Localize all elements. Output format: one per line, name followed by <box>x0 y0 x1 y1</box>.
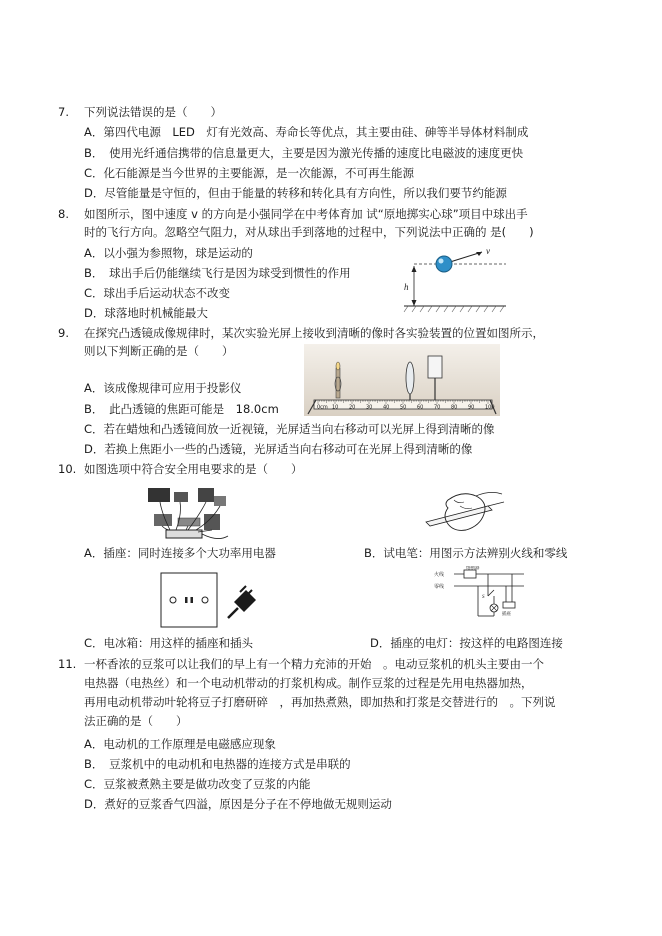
question-number: 11. <box>58 657 77 671</box>
socket-plate-shape <box>161 573 217 627</box>
ruler-tick-label: 90 <box>468 404 475 411</box>
test-pen-shape <box>426 506 492 526</box>
option-d: D．若换上焦距小一些的凸透镜，光屏适当向右移动可在光屏上得到清晰的像 <box>84 442 473 456</box>
optical-bench-figure <box>304 344 500 416</box>
neutral-wire-label: 零线 <box>434 584 445 590</box>
question-stem-line: 一杯香浓的豆浆可以让我们的早上有一个精力充沛的开始 。电动豆浆机的机头主要由一个 <box>84 657 544 671</box>
candle-shape <box>336 368 340 398</box>
switch-shape <box>488 590 494 596</box>
ruler-tick-label: 100 <box>485 404 495 411</box>
two-pin-plug-figure <box>226 580 266 620</box>
question-stem-line: 如图所示，图中速度 v 的方向是小强同学在中考体育加 试“原地掷实心球”项目中球出手 <box>84 207 528 221</box>
option-d-caption: D．插座的电灯：按这样的电路图连接 <box>370 636 563 650</box>
option-c-caption: C．电冰箱：用这样的插座和插头 <box>84 636 254 650</box>
option-c: C．化石能源是当今世界的主要能源，是一次能源，不可再生能源 <box>84 166 415 180</box>
height-label: h <box>404 282 409 292</box>
option-a-caption: A．插座：同时连接多个大功率用电器 <box>84 546 276 560</box>
option-b: B． 豆浆机中的电动机和电热器的连接方式是串联的 <box>84 757 351 771</box>
question-stem-line: 法正确的是（ ） <box>84 714 188 728</box>
ruler-tick-label: 10 <box>332 404 339 411</box>
option-a: A．以小强为参照物，球是运动的 <box>84 246 253 260</box>
option-d: D．煮好的豆浆香气四溢，原因是分子在不停地做无规则运动 <box>84 797 392 811</box>
option-c: C．豆浆被煮熟主要是做功改变了豆浆的内能 <box>84 777 311 791</box>
overloaded-socket-figure <box>140 484 232 546</box>
option-b-caption: B．试电笔：用图示方法辨别火线和零线 <box>364 546 568 560</box>
live-wire-label: 火线 <box>434 572 445 578</box>
fuse-shape <box>464 570 476 578</box>
question-stem-line: 则以下判断正确的是（ ） <box>84 344 234 358</box>
question-stem: 下列说法错误的是（ ） <box>84 105 222 119</box>
fuse-label: 熔断器 <box>466 566 480 571</box>
question-stem-line: 再用电动机带动叶轮将豆子打磨研碎 ，再加热煮熟，即加热和打浆是交替进行的 。下列说 <box>84 695 556 709</box>
two-pin-socket-figure <box>160 572 218 628</box>
ball-shape <box>436 256 452 272</box>
ruler-tick-label: 20 <box>349 404 356 411</box>
option-d: D．球落地时机械能最大 <box>84 306 208 320</box>
lamp-circuit-diagram <box>432 566 528 626</box>
option-a: A．该成像规律可应用于投影仪 <box>84 381 242 395</box>
question-number: 8. <box>58 207 69 221</box>
switch-label: S <box>482 595 485 600</box>
question-number: 7. <box>58 105 69 119</box>
ruler-tick-label: 60 <box>417 404 424 411</box>
socket-symbol-shape <box>503 602 515 608</box>
power-strip-shape <box>166 530 202 538</box>
ruler-tick-label: 30 <box>366 404 373 411</box>
option-b: B． 球出手后仍能继续飞行是因为球受到惯性的作用 <box>84 266 351 280</box>
question-stem-line: 电热器（电热丝）和一个电动机带动的打浆机构成。制作豆浆的过程是先用电热器加热， <box>84 676 533 690</box>
test-pen-figure <box>418 486 514 538</box>
socket-label: 插座 <box>502 612 511 617</box>
ruler-tick-label: 0cm <box>317 404 328 411</box>
option-c: C．球出手后运动状态不改变 <box>84 286 231 300</box>
convex-lens-shape <box>406 362 414 394</box>
ruler-tick-label: 80 <box>451 404 458 411</box>
ruler-tick-label: 70 <box>434 404 441 411</box>
option-a: A．电动机的工作原理是电磁感应现象 <box>84 737 276 751</box>
option-b: B． 此凸透镜的焦距可能是 18.0cm <box>84 402 279 416</box>
appliance-shape <box>148 488 170 502</box>
ruler-tick-label: 50 <box>400 404 407 411</box>
option-c: C．若在蜡烛和凸透镜间放一近视镜，光屏适当向右移动可以光屏上得到清晰的像 <box>84 422 495 436</box>
question-stem-line: 在探究凸透镜成像规律时，某次实验光屏上接收到清晰的像时各实验装置的位置如图所示， <box>84 326 544 340</box>
question-stem: 如图选项中符合安全用电要求的是（ ） <box>84 462 303 476</box>
ruler-tick-label: 40 <box>383 404 390 411</box>
velocity-label: v <box>486 246 490 256</box>
question-number: 9. <box>58 326 69 340</box>
question-stem-line: 时的飞行方向。忽略空气阻力，对从球出手到落地的过程中，下列说法中正确的 是( ) <box>84 225 534 239</box>
ball-throw-figure <box>400 244 510 314</box>
option-d: D．尽管能量是守恒的，但由于能量的转移和转化具有方向性，所以我们要节约能源 <box>84 186 507 200</box>
screen-shape <box>428 356 442 378</box>
question-number: 10. <box>58 462 77 476</box>
option-b: B． 使用光纤通信携带的信息量更大，主要是因为激光传播的速度比电磁波的速度更快 <box>84 146 524 160</box>
option-a: A．第四代电源 LED 灯有光效高、寿命长等优点，其主要由硅、砷等半导体材料制成 <box>84 125 529 139</box>
